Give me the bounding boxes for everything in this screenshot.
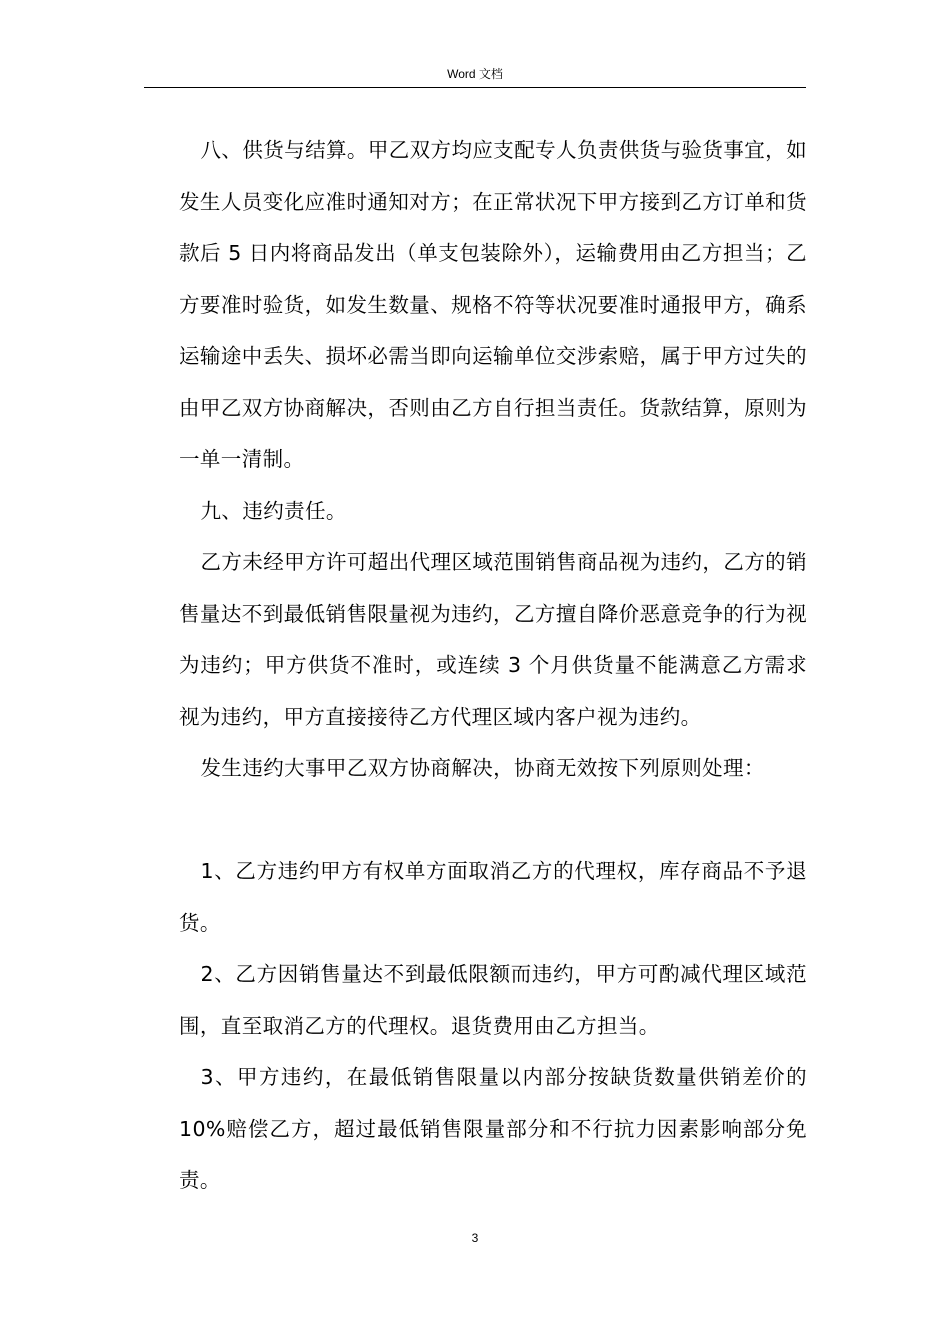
page-number: 3 xyxy=(471,1231,479,1245)
document-body xyxy=(179,125,807,1207)
list-item-3: 3、甲方违约，在最低销售限量以内部分按缺货数量供销差价的 10%赔偿乙方，超过最低销售限量部分和不行抗力因素影响部分免责。 xyxy=(179,1065,807,1192)
list-item-2: 2、乙方因销售量达不到最低限额而违约，甲方可酌减代理区域范围，直至取消乙方的代理权。退货费用由乙方担当。 xyxy=(179,962,807,1038)
paragraph-breach-handling: 发生违约大事甲乙双方协商解决，协商无效按下列原则处理： xyxy=(200,756,765,780)
list-item-1: 1、乙方违约甲方有权单方面取消乙方的代理权，库存商品不予退货。 xyxy=(179,859,807,935)
paragraph-breach-definition: 乙方未经甲方许可超出代理区域范围销售商品视为违约，乙方的销售量达不到最低销售限量视为违约，乙方擅自降价恶意竞争的行为视为违约；甲方供货不准时，或连续 3 个月供货量不能满意乙方需求视为违约，甲方直接接待乙方代理区域内客户视为违约。 xyxy=(179,550,807,729)
header-divider xyxy=(144,87,806,88)
paragraph-breach-heading: 九、违约责任。 xyxy=(200,498,347,523)
blank-line xyxy=(179,795,807,847)
paragraph-supply-settlement: 八、供货与结算。甲乙双方均应支配专人负责供货与验货事宜，如发生人员变化应准时通知对方；在正常状况下甲方接到乙方订单和货款后 5 日内将商品发出（单支包装除外），运输费用由乙方担当；乙方要准时验货，如发生数量、规格不符等状况要准时通报甲方，确系运输途中丢失、损坏必需当即向运输单位交涉索赔，属于甲方过失的由甲乙双方协商解决，否则由乙方自行担当责任。货款结算，原则为一单一清制。 xyxy=(179,138,807,471)
page-header: Word 文档 xyxy=(447,67,503,81)
